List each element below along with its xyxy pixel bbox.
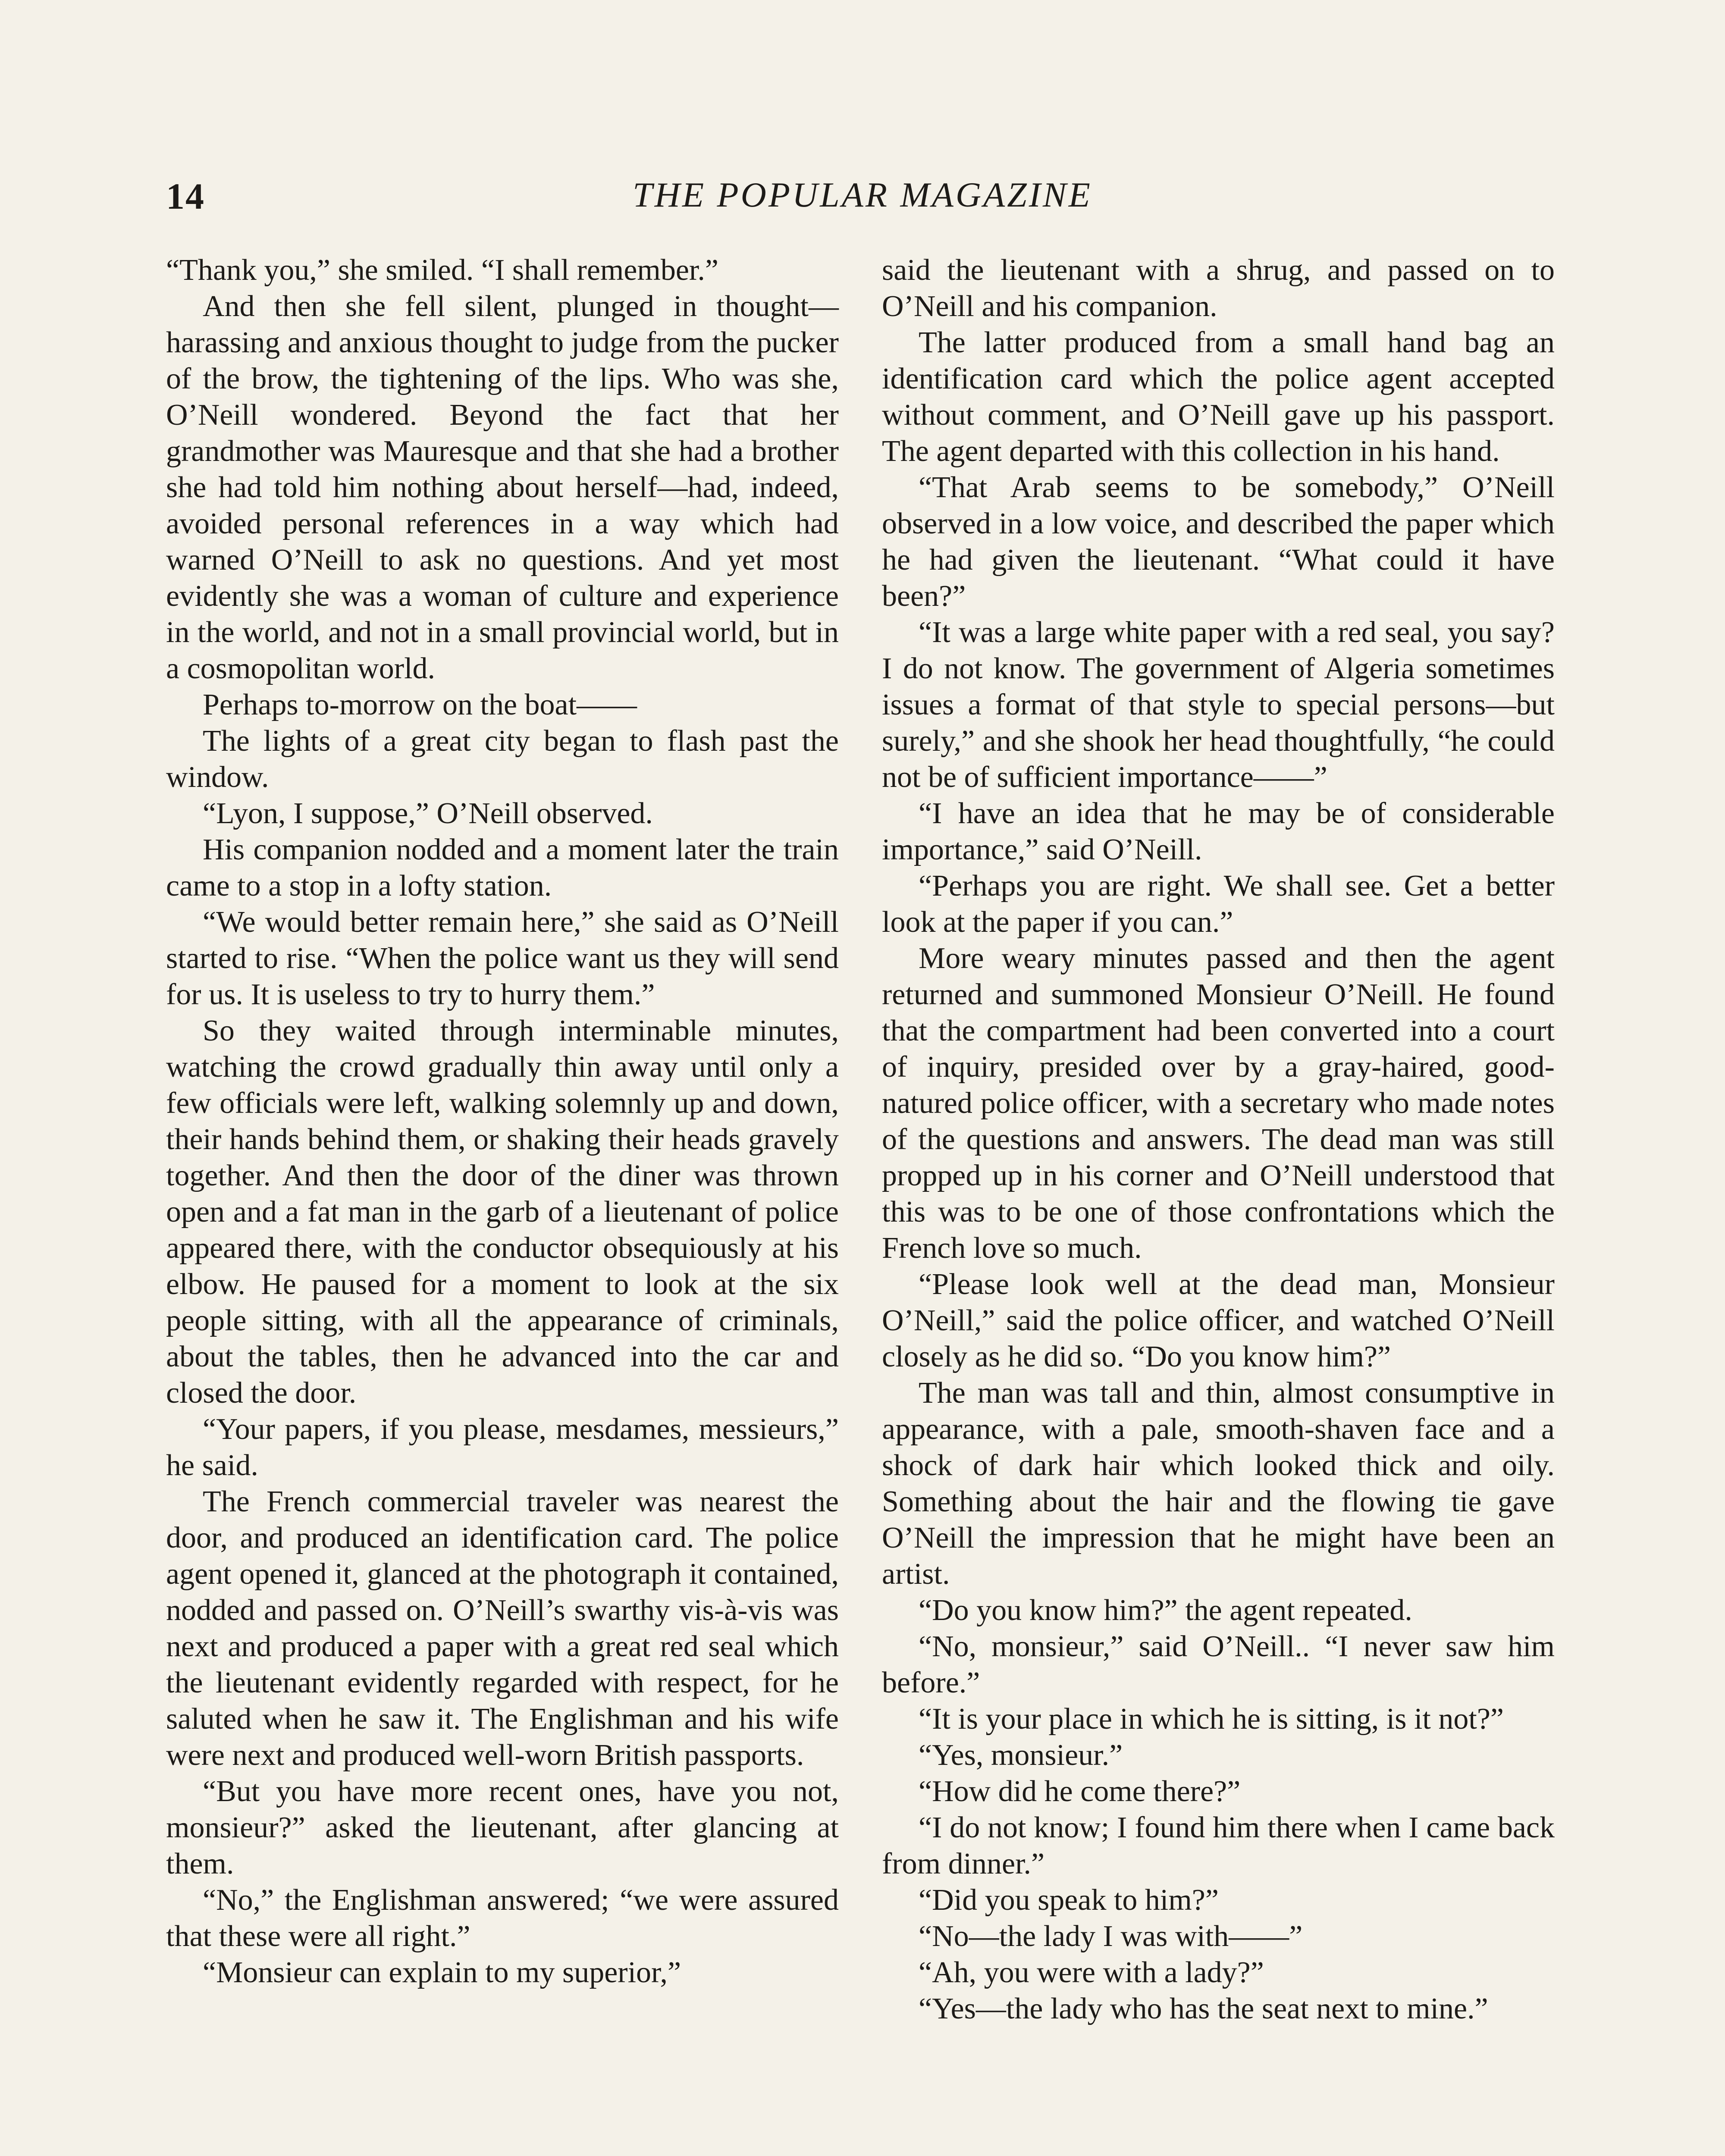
paragraph: “Yes, monsieur.” <box>919 1739 1123 1772</box>
paragraph: “How did he come there?” <box>919 1775 1241 1808</box>
page-header <box>0 175 1725 222</box>
paragraph: “Ah, you were with a lady?” <box>919 1956 1264 1989</box>
paragraph: “I do not know; I found him there when I came back from dinner.” <box>882 1811 1555 1880</box>
paragraph: “Your papers, if you please, mesdames, messieurs,” he said. <box>166 1413 839 1482</box>
paragraph: said the lieutenant with a shrug, and passed on to O’Neill and his companion. <box>882 254 1555 323</box>
paragraph: “But you have more recent ones, have you not, monsieur?” asked the lieutenant, after glancing at them. <box>166 1775 839 1880</box>
paragraph: The man was tall and thin, almost consumptive in appearance, with a pale, smooth-shaven face and a shock of dark hair which looked thick and oily. Something about the hair and the flowing tie gave O’Neill the impression that he might have been an artist. <box>882 1376 1555 1591</box>
paragraph: “No, monsieur,” said O’Neill.. “I never saw him before.” <box>882 1630 1555 1699</box>
paragraph: So they waited through interminable minutes, watching the crowd gradually thin away until only a few officials were left, walking solemnly up and down, their hands behind them, or shaking their heads gravely together. And then the door of the diner was thrown open and a fat man in the garb of a lieutenant of police appeared there, with the conductor obsequiously at his elbow. He paused for a moment to look at the six people sitting, with all the appearance of criminals, about the tables, then he advanced into the car and closed the door. <box>166 1014 839 1410</box>
paragraph: And then she fell silent, plunged in thought—harassing and anxious thought to judge from the pucker of the brow, the tightening of the lips. Who was she, O’Neill wondered. Beyond the fact that her grandmother was Mauresque and that she had a brother she had told him nothing about herself—had, indeed, avoided personal references in a way which had warned O’Neill to ask no questions. And yet most evidently she was a woman of culture and experience in the world, and not in a small provincial world, but in a cosmopolitan world. <box>166 290 839 685</box>
left-column <box>166 252 839 2156</box>
paragraph: The lights of a great city began to flash past the window. <box>166 724 839 794</box>
paragraph: “Please look well at the dead man, Monsieur O’Neill,” said the police officer, and watched O’Neill closely as he did so. “Do you know him?” <box>882 1268 1555 1373</box>
paragraph: The latter produced from a small hand bag an identification card which the police agent accepted without comment, and O’Neill gave up his passport. The agent departed with this collection in his hand. <box>882 326 1555 468</box>
paragraph: “Lyon, I suppose,” O’Neill observed. <box>203 797 653 830</box>
paragraph: His companion nodded and a moment later the train came to a stop in a lofty station. <box>166 833 839 903</box>
paragraph: Perhaps to-morrow on the boat—— <box>203 688 637 721</box>
paragraph: “Monsieur can explain to my superior,” <box>203 1956 681 1989</box>
paragraph: “Did you speak to him?” <box>919 1883 1219 1917</box>
paragraph: “It was a large white paper with a red seal, you say? I do not know. The government of Algeria sometimes issues a format of that style to special persons—but surely,” and she shook her head thoughtfully, “he could not be of sufficient importance——” <box>882 616 1555 794</box>
paragraph: “No,” the Englishman answered; “we were assured that these were all right.” <box>166 1883 839 1953</box>
paragraph: “Thank you,” she smiled. “I shall remember.” <box>166 254 718 287</box>
right-column <box>882 252 1555 2156</box>
paragraph: “I have an idea that he may be of considerable importance,” said O’Neill. <box>882 797 1555 866</box>
paragraph: “Do you know him?” the agent repeated. <box>919 1594 1412 1627</box>
paragraph: “Yes—the lady who has the seat next to mine.” <box>919 1992 1488 2025</box>
paragraph: “It is your place in which he is sitting, is it not?” <box>919 1702 1504 1736</box>
paragraph: “That Arab seems to be somebody,” O’Neill observed in a low voice, and described the paper which he had given the lieutenant. “What could it have been?” <box>882 471 1555 613</box>
paragraph: “Perhaps you are right. We shall see. Get a better look at the paper if you can.” <box>882 869 1555 939</box>
paragraph: “No—the lady I was with——” <box>919 1920 1303 1953</box>
running-head: THE POPULAR MAGAZINE <box>633 175 1092 214</box>
page-number: 14 <box>166 175 205 217</box>
paragraph: “We would better remain here,” she said as O’Neill started to rise. “When the police want us they will send for us. It is useless to try to hurry them.” <box>166 906 839 1011</box>
paragraph: The French commercial traveler was nearest the door, and produced an identification card. The police agent opened it, glanced at the photograph it contained, nodded and passed on. O’Neill’s swarthy vis-à-vis was next and produced a paper with a great red seal which the lieutenant evidently regarded with respect, for he saluted when he saw it. The Englishman and his wife were next and produced well-worn British passports. <box>166 1485 839 1772</box>
paragraph: More weary minutes passed and then the agent returned and summoned Monsieur O’Neill. He found that the compartment had been converted into a court of inquiry, presided over by a gray-haired, good-natured police officer, with a secretary who made notes of the questions and answers. The dead man was still propped up in his corner and O’Neill understood that this was to be one of those confrontations which the French love so much. <box>882 942 1555 1265</box>
